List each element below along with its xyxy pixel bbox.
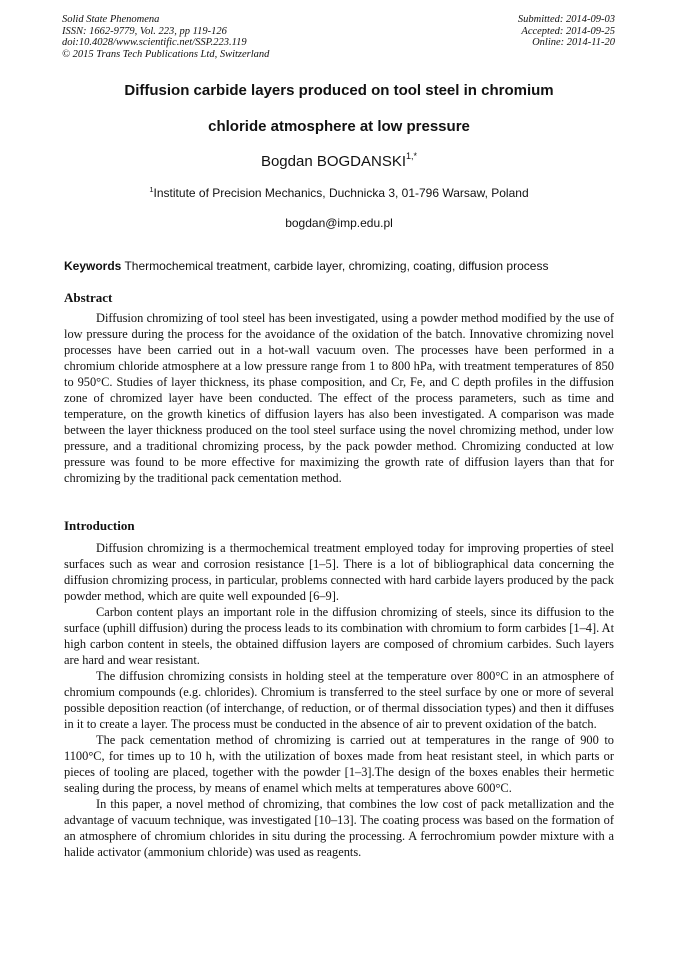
introduction-paragraph-3: The diffusion chromizing consists in holding steel at the temperature over 800°C in an atmosphere of chromium compounds (e.g. chlorides). Chromium is transferred to the steel surface by one or more of several possible deposition reaction (of interchange, of reduction, or of thermal dissociation types) and then it diffuses in it to create a layer. The process must be conducted in the absence of air to prevent oxidation of the batch. xyxy=(64,669,614,731)
abstract-heading: Abstract xyxy=(64,290,113,305)
submitted-date: Submitted: 2014-09-03 xyxy=(517,14,615,25)
abstract-body xyxy=(64,310,614,486)
abstract-paragraph: Diffusion chromizing of tool steel has been investigated, using a powder method modified by the use of low pressure during the process for the avoidance of the oxidation of the batch. Innovative chromizing novel processes have been carried out in a hot-wall vacuum oven. The processes have been performed in a chromium chloride atmosphere at a low pressure range from 1 to 800 hPa, with treatment temperatures of 850 to 950°C. Studies of layer thickness, its phase composition, and Cr, Fe, and C depth profiles in the diffusion zone of chromized layer have been conducted. The effect of the process parameters, such as time and temperature, on the growth kinetics of diffusion layers has also been investigated. A comparison was made between the layer thickness produced on the tool steel surface using the novel chromizing method, under low pressure, and a traditional chromizing process, by the pack powder method. Chromizing conducted at low pressure was found to be more effective for maximizing the growth rate of diffusion layers than that for chromizing by the traditional pack cementation method. xyxy=(64,311,614,485)
author xyxy=(40,148,638,171)
journal-copyright: © 2015 Trans Tech Publications Ltd, Switzerland xyxy=(62,48,270,60)
journal-name: Solid State Phenomena xyxy=(62,14,160,25)
introduction-body xyxy=(64,540,614,860)
paper-title-line-1: Diffusion carbide layers produced on tool steel in chromium xyxy=(124,82,554,99)
submission-dates xyxy=(415,14,615,49)
keywords-label: Keywords xyxy=(64,259,122,273)
keywords-text: Thermochemical treatment, carbide layer, chromizing, coating, diffusion process xyxy=(121,259,549,273)
affiliation-superscript: 1 xyxy=(149,185,154,194)
online-date: Online: 2014-11-20 xyxy=(532,37,615,48)
accepted-date: Accepted: 2014-09-25 xyxy=(521,25,615,37)
author-name: Bogdan BOGDANSKI xyxy=(260,153,407,170)
introduction-paragraph-5: In this paper, a novel method of chromizing, that combines the low cost of pack metallization and the advantage of vacuum technique, was investigated [10–13]. The coating process was based on the formation of an atmosphere of chromium chlorides in situ during the processing. A ferrochromium powder mixture with a halide activator (ammonium chloride) was used as reagents. xyxy=(64,797,614,859)
introduction-paragraph-1: Diffusion chromizing is a thermochemical treatment employed today for improving properties of steel surfaces such as wear and corrosion resistance [1–5]. There is a lot of bibliographical data concerning the diffusion chromizing process, in particular, problems connected with hard carbide layers produced by the pack powder method, which are quite well expounded [6–9]. xyxy=(64,541,614,603)
paper-title-line-2: chloride atmosphere at low pressure xyxy=(208,118,470,135)
affiliation-text: Institute of Precision Mechanics, Duchnicka 3, 01-796 Warsaw, Poland xyxy=(153,186,529,200)
journal-issn: ISSN: 1662-9779, Vol. 223, pp 119-126 xyxy=(62,25,227,37)
author-email: bogdan@imp.edu.pl xyxy=(285,216,393,230)
introduction-paragraph-2: Carbon content plays an important role in the diffusion chromizing of steels, since its diffusion to the surface (uphill diffusion) during the process leads to its combination with chromium to form carbides [1–4]. At high carbon content in steels, the obtained diffusion layers are composed of chromium carbides. Such layers are hard and wear resistant. xyxy=(64,605,615,667)
author-superscript: 1,* xyxy=(406,151,418,161)
keywords xyxy=(64,259,624,274)
journal-doi: doi:10.4028/www.scientific.net/SSP.223.119 xyxy=(62,37,247,48)
introduction-heading: Introduction xyxy=(64,518,135,533)
introduction-paragraph-4: The pack cementation method of chromizing is carried out at temperatures in the range of 900 to 1100°C, for times up to 10 h, with the utilization of boxes made from heat resistant steel, in which parts or pieces of tooling are placed, together with the powder [1–3].The design of the boxes enables their hermetic sealing during the process, by means of enamel which melts at temperatures above 600°C. xyxy=(64,733,614,795)
affiliation xyxy=(40,182,638,201)
journal-info xyxy=(62,14,362,60)
